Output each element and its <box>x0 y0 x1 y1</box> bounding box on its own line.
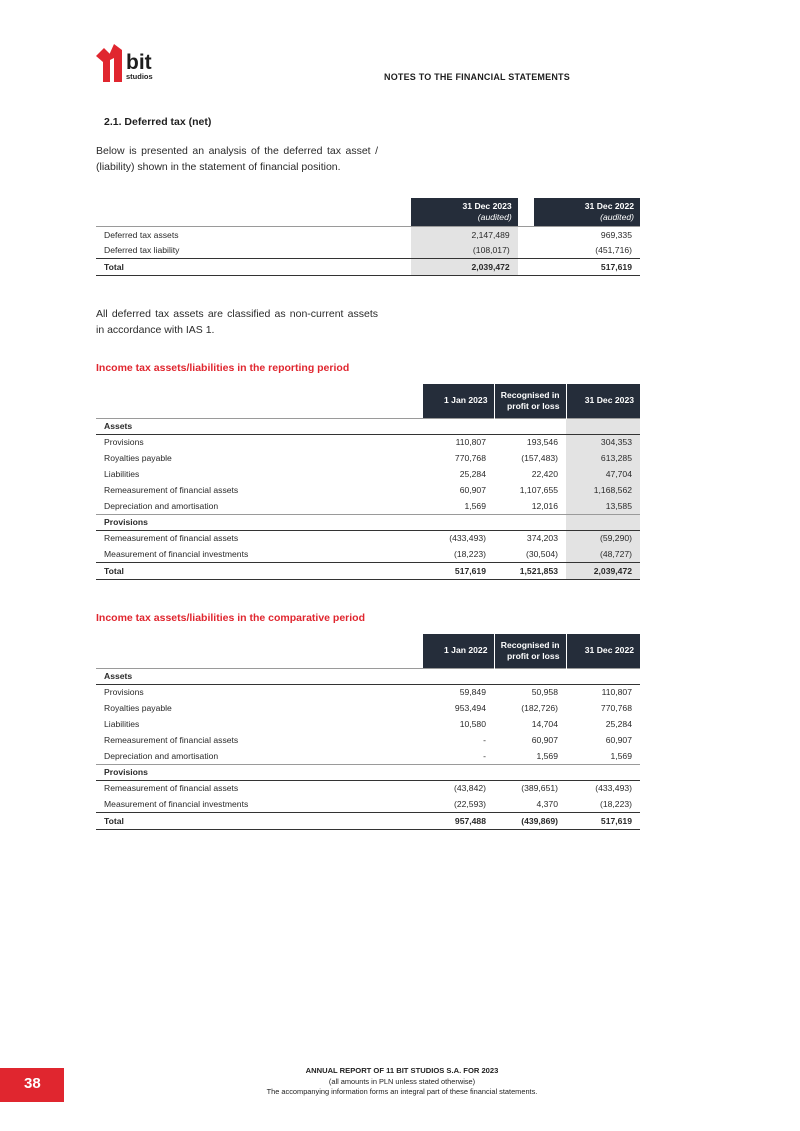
table-header-row: 1 Jan 2022 Recognised in profit or loss 31 Dec 2022 <box>96 634 640 668</box>
table-row: Provisions 59,849 50,958 110,807 <box>104 687 632 698</box>
table-row: Liabilities 25,284 22,420 47,704 <box>96 466 640 482</box>
section-row-provisions: Provisions <box>96 514 640 530</box>
table-row: Measurement of financial investments (22,593) 4,370 (18,223) <box>104 798 632 809</box>
section-row-assets: Assets <box>96 418 640 434</box>
section-row-provisions: Provisions <box>96 764 640 780</box>
page-header-title: NOTES TO THE FINANCIAL STATEMENTS <box>384 72 570 82</box>
table-row: Remeasurement of financial assets (43,842) (389,651) (433,493) <box>104 783 632 794</box>
table-row: Liabilities 10,580 14,704 25,284 <box>104 719 632 729</box>
section-heading: 2.1. Deferred tax (net) <box>104 116 212 128</box>
table-row: Deferred tax liability (108,017) (451,716) <box>96 243 640 259</box>
table-header-row <box>96 198 640 227</box>
total-row: Total 517,619 1,521,853 2,039,472 <box>96 562 640 579</box>
table-row: Remeasurement of financial assets (433,493) 374,203 (59,290) <box>96 530 640 546</box>
deferred-tax-table <box>96 198 640 276</box>
intro-paragraph: Below is presented an analysis of the deferred tax asset / (liability) shown in the statement of financial position. <box>96 145 378 173</box>
total-row: Total 2,039,472 517,619 <box>96 259 640 276</box>
reporting-period-heading: Income tax assets/liabilities in the reporting period <box>96 362 350 374</box>
section-row-assets: Assets <box>96 668 640 684</box>
table-row: Depreciation and amortisation 1,569 12,016 13,585 <box>96 498 640 514</box>
column-header-2022: 31 Dec 2022 (audited) <box>534 198 640 227</box>
table-row: Royalties payable 953,494 (182,726) 770,768 <box>104 703 632 713</box>
total-row: Total 957,488 (439,869) 517,619 <box>96 812 640 829</box>
table-header-row: 1 Jan 2023 Recognised in profit or loss 31 Dec 2023 <box>96 384 640 418</box>
table-row: Measurement of financial investments (18,223) (30,504) (48,727) <box>96 546 640 562</box>
svg-text:bit: bit <box>126 51 152 74</box>
comparative-period-heading: Income tax assets/liabilities in the comparative period <box>96 612 366 624</box>
table-row: Deferred tax assets 2,147,489 969,335 <box>96 227 640 243</box>
page-number: 38 <box>24 1075 41 1092</box>
footer-report-title: ANNUAL REPORT OF 11 BIT STUDIOS S.A. FOR 2023 <box>305 1066 499 1075</box>
table-row: Remeasurement of financial assets 60,907 1,107,655 1,168,562 <box>96 482 640 498</box>
svg-text:studios: studios <box>126 72 153 81</box>
ias-note-paragraph: All deferred tax assets are classified as non-current assets in accordance with IAS 1. <box>96 308 378 336</box>
column-header-2023: 31 Dec 2023 (audited) <box>411 198 517 227</box>
comparative-period-table <box>96 634 640 830</box>
table-row: Royalties payable 770,768 (157,483) 613,285 <box>96 450 640 466</box>
footer-currency-note: (all amounts in PLN unless stated otherwise) <box>328 1077 476 1086</box>
footer-disclaimer: The accompanying information forms an integral part of these financial statements. <box>266 1087 538 1096</box>
company-logo <box>96 42 174 82</box>
table-row: Provisions 110,807 193,546 304,353 <box>96 434 640 450</box>
table-row: Remeasurement of financial assets - 60,907 60,907 <box>104 735 632 745</box>
reporting-period-table <box>96 384 640 580</box>
table-row: Depreciation and amortisation - 1,569 1,569 <box>104 750 632 761</box>
